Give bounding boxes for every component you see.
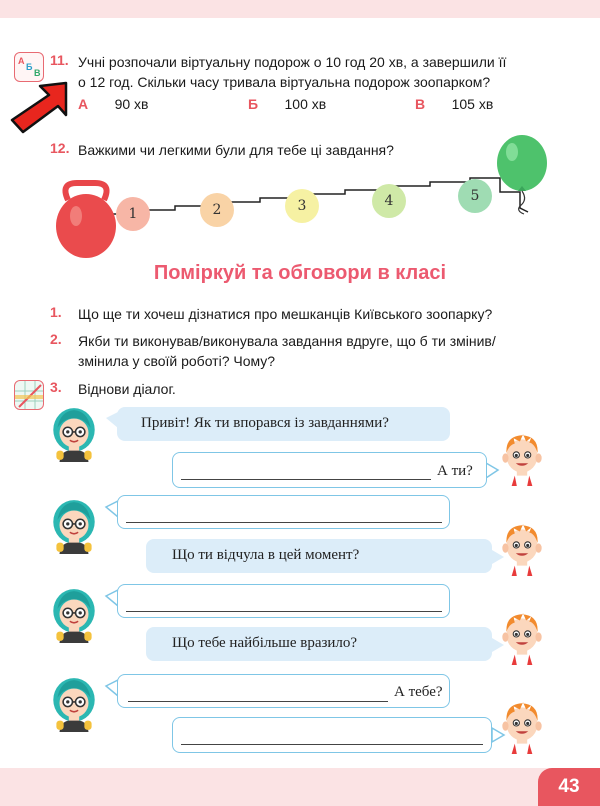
discussion-2-line1: Якби ти виконував/виконувала завдання вдруге, що б ти змінив/ <box>78 333 496 349</box>
dialogue-bubble-6 <box>146 627 492 661</box>
discussion-3-number: 3. <box>50 379 62 395</box>
dialogue-bubble-7-text: А тебе? <box>394 684 443 700</box>
answer-line-2[interactable] <box>181 479 431 480</box>
answer-line-7[interactable] <box>128 701 388 702</box>
option-b-value: 100 хв <box>284 96 327 112</box>
scale-point-5[interactable]: 5 <box>458 179 492 213</box>
section-title: Поміркуй та обговори в класі <box>153 262 447 284</box>
task-12-text: Важкими чи легкими були для тебе ці завдання? <box>78 142 394 158</box>
discussion-2-line2: змінила у своїй роботі? Чому? <box>78 353 276 369</box>
discussion-2-number: 2. <box>50 331 62 347</box>
option-v-letter: В <box>415 96 426 112</box>
page-number: 43 <box>538 768 600 806</box>
scale-point-4[interactable]: 4 <box>372 184 406 218</box>
discussion-1-text: Що ще ти хочеш дізнатися про мешканців Київського зоопарку? <box>78 306 493 322</box>
dialogue-bubble-7[interactable] <box>117 674 450 708</box>
option-v-value: 105 хв <box>451 96 494 112</box>
option-a-letter: А <box>78 96 89 112</box>
dialogue-bubble-6-text: Що тебе найбільше вразило? <box>172 635 358 651</box>
task-12-number: 12. <box>50 140 70 156</box>
task-11-number: 11. <box>50 52 69 68</box>
dialogue-bubble-2[interactable] <box>172 452 487 488</box>
abv-letter-b: Б <box>26 62 33 72</box>
dialogue-bubble-5[interactable] <box>117 584 450 618</box>
answer-line-3[interactable] <box>126 522 442 523</box>
abv-letter-a: А <box>18 56 25 66</box>
answer-line-8[interactable] <box>181 744 483 745</box>
dialogue-bubble-8[interactable] <box>172 717 492 753</box>
answer-line-5[interactable] <box>126 611 442 612</box>
discussion-1-number: 1. <box>50 304 62 320</box>
option-b-letter: Б <box>248 96 259 112</box>
task-11-line2: о 12 год. Скільки часу тривала віртуальна подорож зоопарком? <box>78 74 491 90</box>
dialogue-bubble-1-text: Привіт! Як ти впорався із завданнями? <box>141 415 389 431</box>
task-11-line1: Учні розпочали віртуальну подорож о 10 год 20 хв, а завершили її <box>78 54 507 70</box>
option-a-value: 90 хв <box>114 96 149 112</box>
scale-point-1[interactable]: 1 <box>116 197 150 231</box>
dialogue-bubble-4 <box>146 539 492 573</box>
dialogue-bubble-4-text: Що ти відчула в цей момент? <box>172 547 360 563</box>
dialogue-bubble-3[interactable] <box>117 495 450 529</box>
abv-letter-v: В <box>34 68 41 78</box>
dialogue-bubble-1 <box>117 407 450 441</box>
scale-point-2[interactable]: 2 <box>200 193 234 227</box>
dialogue-bubble-2-text: А ти? <box>437 463 473 479</box>
discussion-3-text: Віднови діалог. <box>78 381 176 397</box>
scale-point-3[interactable]: 3 <box>285 189 319 223</box>
